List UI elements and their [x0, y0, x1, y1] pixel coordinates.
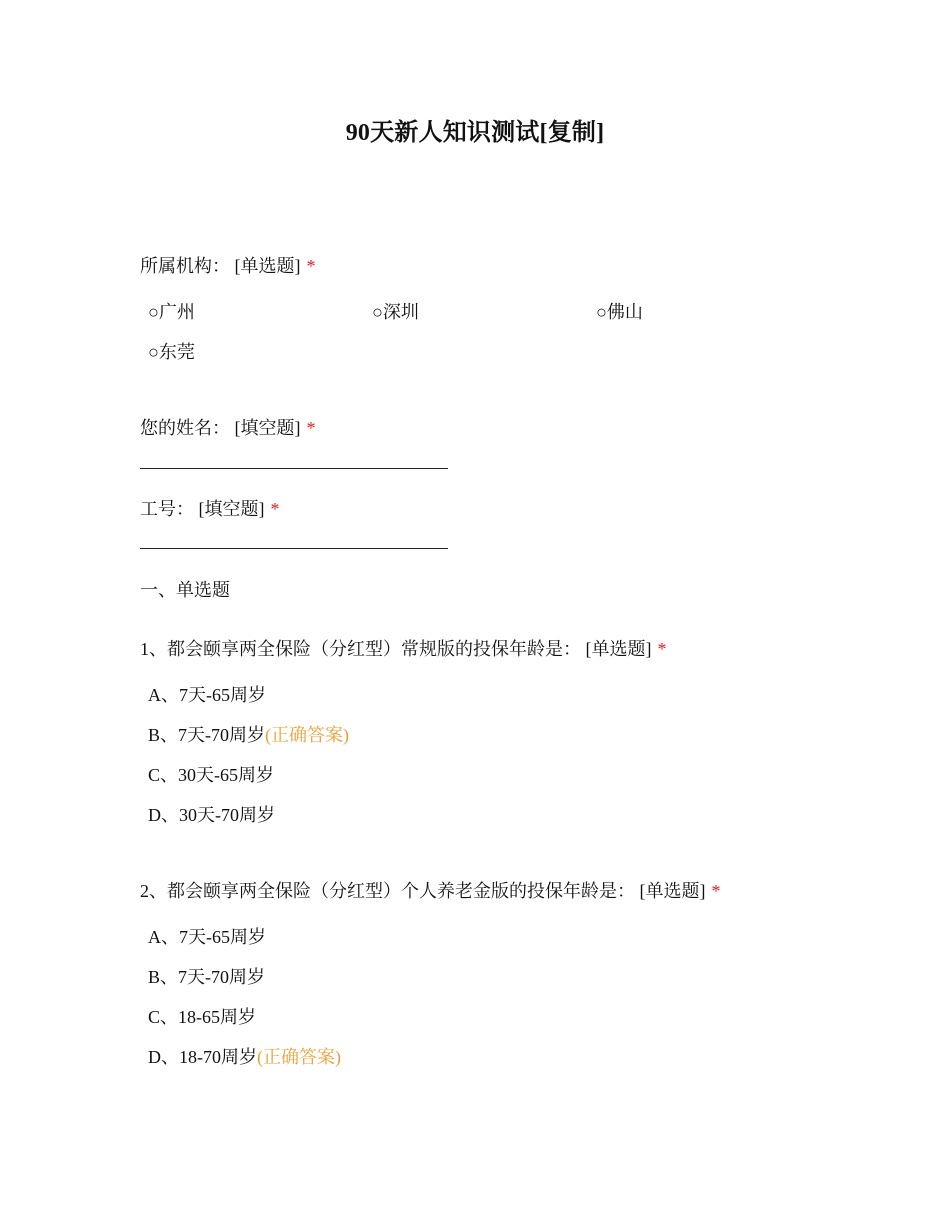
question-label: 工号： [140, 499, 194, 519]
required-mark: * [306, 256, 316, 276]
correct-answer-note: (正确答案) [265, 725, 349, 745]
employee-id-blank-field[interactable] [140, 548, 448, 549]
required-mark: * [270, 499, 280, 519]
q2-option-d[interactable] [148, 1043, 341, 1069]
required-mark: * [711, 881, 721, 901]
question-2 [140, 877, 721, 903]
q1-option-a[interactable]: A、7天-65周岁 [148, 685, 266, 705]
option-guangzhou[interactable]: ○广州 [148, 302, 195, 322]
question-type: [单选题] [639, 881, 706, 901]
question-name [140, 414, 316, 440]
option-foshan[interactable]: ○佛山 [596, 302, 643, 322]
q1-option-b[interactable] [148, 721, 349, 747]
question-org [140, 252, 316, 278]
question-type: [单选题] [234, 256, 301, 276]
option-shenzhen[interactable]: ○深圳 [372, 302, 419, 322]
question-employee-id [140, 495, 280, 521]
section-heading: 一、单选题 [140, 580, 230, 600]
required-mark: * [306, 418, 316, 438]
question-type: [单选题] [585, 639, 652, 659]
question-label: 您的姓名： [140, 418, 230, 438]
option-label: D、18-70周岁 [148, 1047, 257, 1067]
question-1 [140, 635, 667, 661]
correct-answer-note: (正确答案) [257, 1047, 341, 1067]
question-label: 2、都会颐享两全保险（分红型）个人养老金版的投保年龄是： [140, 881, 635, 901]
q2-option-a[interactable]: A、7天-65周岁 [148, 927, 266, 947]
q1-option-d[interactable]: D、30天-70周岁 [148, 805, 275, 825]
q2-option-b[interactable]: B、7天-70周岁 [148, 967, 265, 987]
question-type: [填空题] [234, 418, 301, 438]
question-label: 所属机构： [140, 256, 230, 276]
question-type: [填空题] [198, 499, 265, 519]
q1-option-c[interactable]: C、30天-65周岁 [148, 765, 274, 785]
name-blank-field[interactable] [140, 468, 448, 469]
page-title: 90天新人知识测试[复制] [345, 120, 605, 146]
question-label: 1、都会颐享两全保险（分红型）常规版的投保年龄是： [140, 639, 581, 659]
required-mark: * [657, 639, 667, 659]
option-label: B、7天-70周岁 [148, 725, 265, 745]
q2-option-c[interactable]: C、18-65周岁 [148, 1007, 256, 1027]
option-dongguan[interactable]: ○东莞 [148, 342, 195, 362]
